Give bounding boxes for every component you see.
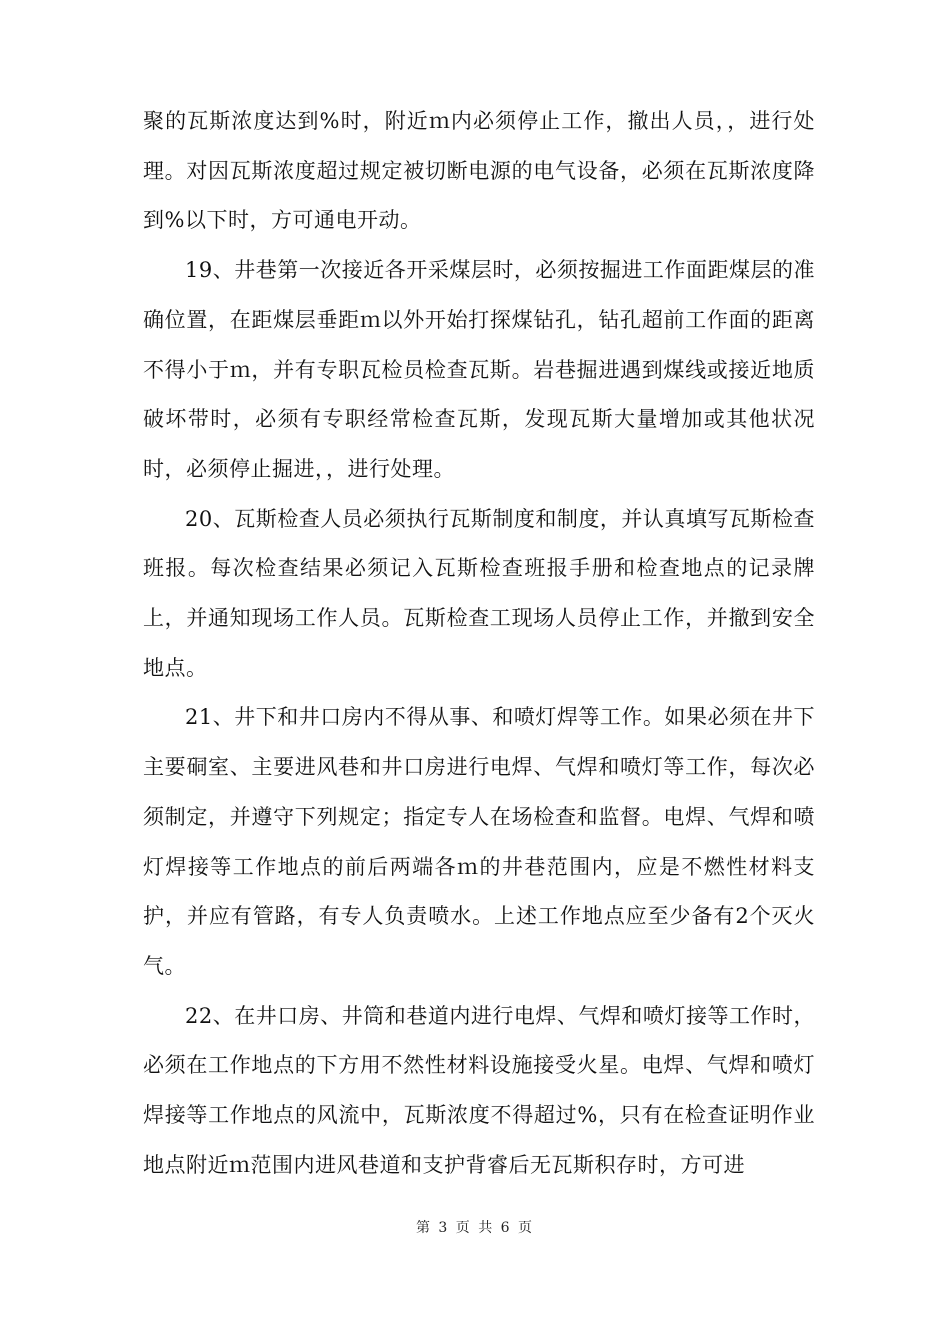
document-body bbox=[143, 97, 815, 1190]
page-number-footer: 第 3 页 共 6 页 bbox=[415, 1220, 535, 1236]
paragraph-item-21: 21、井下和井口房内不得从事、和喷灯焊等工作。如果必须在井下主要硐室、主要进风巷和井口房进行电焊、气焊和喷灯等工作，每次必须制定，并遵守下列规定；指定专人在场检查和监督。电焊、气焊和喷灯焊接等工作地点的前后两端各ｍ的井巷范围内，应是不燃性材料支护，并应有管路，有专人负责喷水。上述工作地点应至少备有2个灭火气。 bbox=[143, 705, 815, 978]
paragraph-item-19: 19、井巷第一次接近各开采煤层时，必须按掘进工作面距煤层的准确位置，在距煤层垂距ｍ以外开始打探煤钻孔，钻孔超前工作面的距离不得小于ｍ，并有专职瓦检员检查瓦斯。岩巷掘进遇到煤线或接近地质破坏带时，必须有专职经常检查瓦斯，发现瓦斯大量增加或其他状况时，必须停止掘进，，进行处理。 bbox=[143, 258, 815, 481]
paragraph-item-20: 20、瓦斯检查人员必须执行瓦斯制度和制度，并认真填写瓦斯检查班报。每次检查结果必须记入瓦斯检查班报手册和检查地点的记录牌上，并通知现场工作人员。瓦斯检查工现场人员停止工作，并撤到安全地点。 bbox=[143, 506, 815, 680]
paragraph-item-22: 22、在井口房、井筒和巷道内进行电焊、气焊和喷灯接等工作时，必须在工作地点的下方用不然性材料设施接受火星。电焊、气焊和喷灯焊接等工作地点的风流中，瓦斯浓度不得超过%，只有在检查证明作业地点附近ｍ范围内进风巷道和支护背睿后无瓦斯积存时，方可进 bbox=[143, 1003, 815, 1177]
paragraph-continuation: 聚的瓦斯浓度达到%时，附近ｍ内必须停止工作，撤出人员，，进行处理。对因瓦斯浓度超过规定被切断电源的电气设备，必须在瓦斯浓度降到%以下时，方可通电开动。 bbox=[143, 109, 815, 233]
